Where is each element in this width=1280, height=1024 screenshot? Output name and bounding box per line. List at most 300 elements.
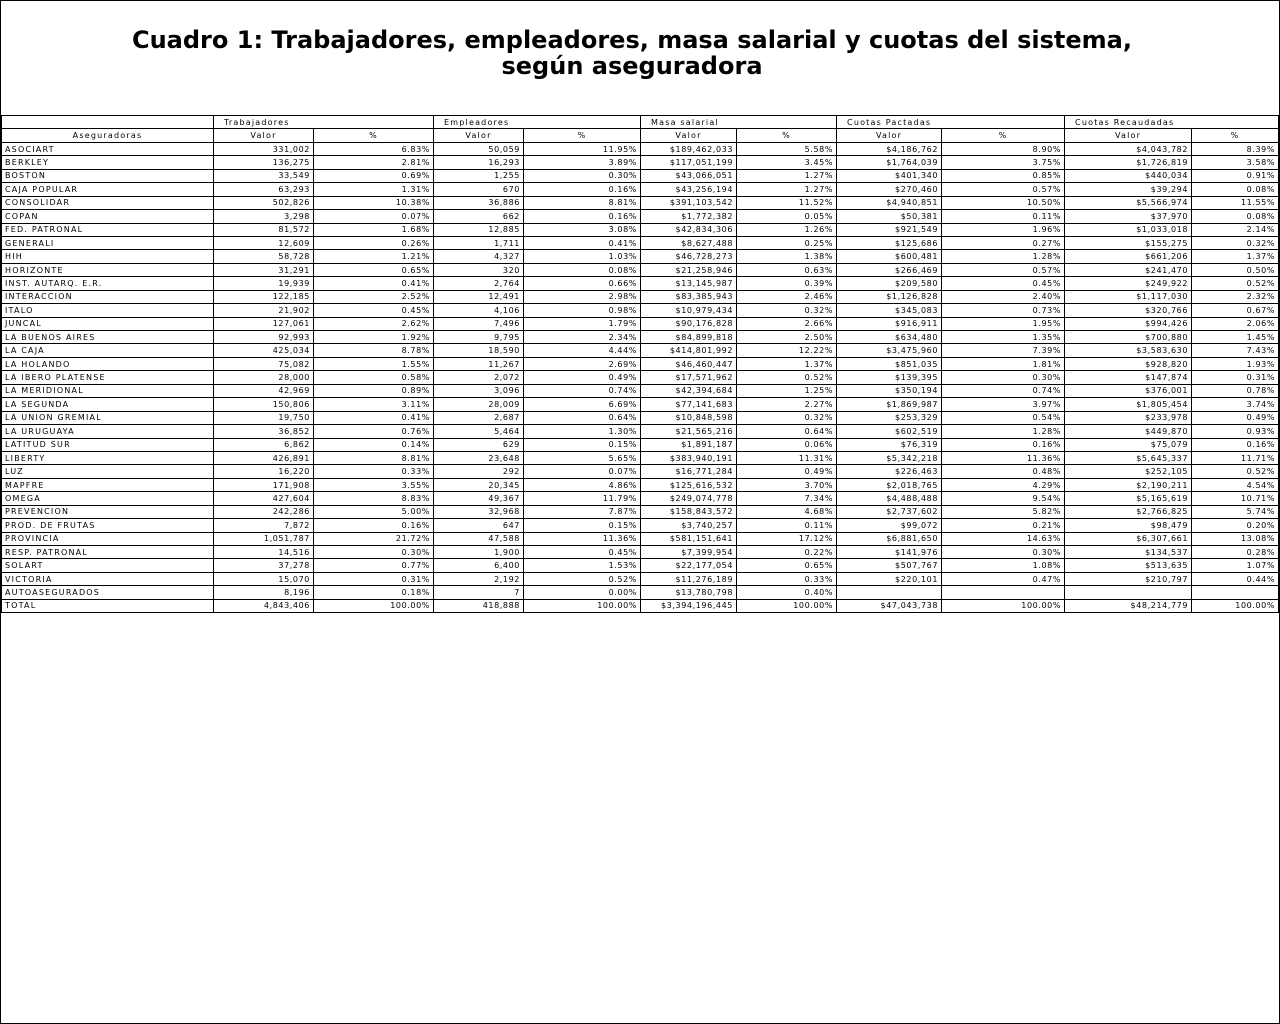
value-cell: $226,463 [837, 465, 942, 478]
value-cell: 32,968 [434, 505, 524, 518]
table-row [2, 411, 1279, 424]
insurer-name-cell: HIH [2, 250, 214, 263]
header-valor: Valor [434, 129, 524, 142]
table-row [2, 344, 1279, 357]
value-cell: 0.32% [737, 411, 837, 424]
value-cell: 0.74% [942, 384, 1065, 397]
value-cell: $134,537 [1065, 546, 1192, 559]
value-cell: 1.37% [737, 357, 837, 370]
header-valor: Valor [214, 129, 314, 142]
table-row [2, 451, 1279, 464]
value-cell: 0.18% [314, 586, 434, 599]
value-cell: 1.28% [942, 425, 1065, 438]
value-cell: $2,018,765 [837, 478, 942, 491]
value-cell: 31,291 [214, 263, 314, 276]
value-cell: 2.52% [314, 290, 434, 303]
insurer-name-cell: PREVENCION [2, 505, 214, 518]
insurer-name-cell: COPAN [2, 210, 214, 223]
value-cell: 4,843,406 [214, 599, 314, 612]
value-cell: $10,848,598 [641, 411, 737, 424]
insurer-name-cell: CONSOLIDAR [2, 196, 214, 209]
value-cell: 0.11% [737, 519, 837, 532]
value-cell: $8,627,488 [641, 236, 737, 249]
value-cell: 0.89% [314, 384, 434, 397]
value-cell: 0.66% [524, 277, 641, 290]
value-cell: $700,880 [1065, 331, 1192, 344]
insurer-name-cell: BOSTON [2, 169, 214, 182]
group-header-cuotas-pactadas: Cuotas Pactadas [837, 116, 1065, 129]
value-cell: 11.55% [1192, 196, 1279, 209]
value-cell: 1.35% [942, 331, 1065, 344]
value-cell: 1,711 [434, 236, 524, 249]
value-cell: $16,771,284 [641, 465, 737, 478]
insurers-table [1, 115, 1279, 613]
value-cell: 15,070 [214, 572, 314, 585]
value-cell: 1.38% [737, 250, 837, 263]
value-cell: $249,074,778 [641, 492, 737, 505]
value-cell: $42,394,684 [641, 384, 737, 397]
value-cell [942, 586, 1065, 599]
value-cell: 0.45% [524, 546, 641, 559]
value-cell: 1.96% [942, 223, 1065, 236]
value-cell: 0.32% [737, 304, 837, 317]
value-cell: $3,740,257 [641, 519, 737, 532]
header-valor: Valor [641, 129, 737, 142]
value-cell: $98,479 [1065, 519, 1192, 532]
table-row [2, 492, 1279, 505]
table-row [2, 317, 1279, 330]
value-cell: 2.46% [737, 290, 837, 303]
insurer-name-cell: PROVINCIA [2, 532, 214, 545]
value-cell: 242,286 [214, 505, 314, 518]
value-cell: 0.44% [1192, 572, 1279, 585]
value-cell: 81,572 [214, 223, 314, 236]
value-cell: 0.50% [1192, 263, 1279, 276]
value-cell: 2.62% [314, 317, 434, 330]
insurer-name-cell: LA SEGUNDA [2, 398, 214, 411]
title-line-1: Cuadro 1: Trabajadores, empleadores, masa salarial y cuotas del sistema, [131, 26, 1132, 54]
value-cell: $1,869,987 [837, 398, 942, 411]
value-cell: $90,176,828 [641, 317, 737, 330]
value-cell: 17.12% [737, 532, 837, 545]
value-cell: 1.08% [942, 559, 1065, 572]
value-cell: $252,105 [1065, 465, 1192, 478]
value-cell: 0.41% [314, 411, 434, 424]
header-valor: Valor [837, 129, 942, 142]
value-cell: $50,381 [837, 210, 942, 223]
header-pct: % [737, 129, 837, 142]
value-cell: $440,034 [1065, 169, 1192, 182]
value-cell: $1,772,382 [641, 210, 737, 223]
insurer-name-cell: BERKLEY [2, 156, 214, 169]
value-cell: 1.79% [524, 317, 641, 330]
insurer-name-cell: LA IBERO PLATENSE [2, 371, 214, 384]
value-cell: 3.89% [524, 156, 641, 169]
value-cell: 5.58% [737, 142, 837, 155]
value-cell: $125,616,532 [641, 478, 737, 491]
value-cell: 3,096 [434, 384, 524, 397]
value-cell: 0.48% [942, 465, 1065, 478]
value-cell: 5.74% [1192, 505, 1279, 518]
value-cell: 0.64% [737, 425, 837, 438]
value-cell: 50,059 [434, 142, 524, 155]
insurer-name-cell: LA MERIDIONAL [2, 384, 214, 397]
value-cell: 100.00% [1192, 599, 1279, 612]
value-cell: 0.33% [314, 465, 434, 478]
value-cell: 0.30% [942, 371, 1065, 384]
table-row [2, 532, 1279, 545]
value-cell: $209,580 [837, 277, 942, 290]
value-cell: 100.00% [737, 599, 837, 612]
value-cell: 9.54% [942, 492, 1065, 505]
value-cell: 320 [434, 263, 524, 276]
value-cell: 18,590 [434, 344, 524, 357]
value-cell: $5,566,974 [1065, 196, 1192, 209]
value-cell: 5.82% [942, 505, 1065, 518]
insurer-name-cell: HORIZONTE [2, 263, 214, 276]
value-cell: 1.28% [942, 250, 1065, 263]
insurer-name-cell: SOLART [2, 559, 214, 572]
table-row [2, 196, 1279, 209]
value-cell: 13.08% [1192, 532, 1279, 545]
value-cell: 0.65% [737, 559, 837, 572]
value-cell: 2.40% [942, 290, 1065, 303]
value-cell: 4,106 [434, 304, 524, 317]
value-cell: 10.38% [314, 196, 434, 209]
value-cell: $581,151,641 [641, 532, 737, 545]
value-cell: $513,635 [1065, 559, 1192, 572]
value-cell: $233,978 [1065, 411, 1192, 424]
value-cell: 2.14% [1192, 223, 1279, 236]
value-cell: 4.68% [737, 505, 837, 518]
value-cell: $270,460 [837, 183, 942, 196]
table-row [2, 519, 1279, 532]
value-cell: $634,480 [837, 331, 942, 344]
value-cell: 0.77% [314, 559, 434, 572]
value-cell: 21,902 [214, 304, 314, 317]
value-cell: $4,940,851 [837, 196, 942, 209]
value-cell: $449,870 [1065, 425, 1192, 438]
value-cell: 150,806 [214, 398, 314, 411]
value-cell: $39,294 [1065, 183, 1192, 196]
value-cell: $11,276,189 [641, 572, 737, 585]
value-cell: 0.16% [524, 183, 641, 196]
value-cell: $43,066,051 [641, 169, 737, 182]
insurer-name-cell: JUNCAL [2, 317, 214, 330]
value-cell: 8.81% [314, 451, 434, 464]
value-cell: $376,001 [1065, 384, 1192, 397]
value-cell: 2,072 [434, 371, 524, 384]
value-cell: 11.36% [942, 451, 1065, 464]
value-cell: 0.05% [737, 210, 837, 223]
table-row [2, 223, 1279, 236]
value-cell: 0.52% [524, 572, 641, 585]
value-cell: $4,186,762 [837, 142, 942, 155]
value-cell: 1.07% [1192, 559, 1279, 572]
insurer-name-cell: LA BUENOS AIRES [2, 331, 214, 344]
value-cell: 0.33% [737, 572, 837, 585]
value-cell: 2,764 [434, 277, 524, 290]
value-cell: 418,888 [434, 599, 524, 612]
value-cell: 0.30% [942, 546, 1065, 559]
value-cell: $401,340 [837, 169, 942, 182]
value-cell: $928,820 [1065, 357, 1192, 370]
value-cell: 1.95% [942, 317, 1065, 330]
value-cell: 292 [434, 465, 524, 478]
insurer-name-cell: LA UNION GREMIAL [2, 411, 214, 424]
value-cell: $13,145,987 [641, 277, 737, 290]
value-cell: 127,061 [214, 317, 314, 330]
value-cell: 0.93% [1192, 425, 1279, 438]
value-cell: 20,345 [434, 478, 524, 491]
header-pct: % [314, 129, 434, 142]
value-cell: 1.55% [314, 357, 434, 370]
table-row [2, 465, 1279, 478]
value-cell: $921,549 [837, 223, 942, 236]
table-row [2, 156, 1279, 169]
table-row [2, 478, 1279, 491]
value-cell: 0.63% [737, 263, 837, 276]
value-cell: 1.92% [314, 331, 434, 344]
value-cell: 0.16% [1192, 438, 1279, 451]
value-cell: 0.40% [737, 586, 837, 599]
insurer-name-cell: AUTOASEGURADOS [2, 586, 214, 599]
value-cell: 0.08% [1192, 183, 1279, 196]
table-row [2, 304, 1279, 317]
value-cell: 14.63% [942, 532, 1065, 545]
value-cell: 0.21% [942, 519, 1065, 532]
value-cell: 1.27% [737, 169, 837, 182]
value-cell: 6.69% [524, 398, 641, 411]
table-body [2, 142, 1279, 612]
value-cell: $42,834,306 [641, 223, 737, 236]
value-cell: 331,002 [214, 142, 314, 155]
value-cell: 0.31% [314, 572, 434, 585]
value-cell: 3.58% [1192, 156, 1279, 169]
value-cell: 0.06% [737, 438, 837, 451]
value-cell: $46,460,447 [641, 357, 737, 370]
sub-header-row [2, 129, 1279, 142]
value-cell: $220,101 [837, 572, 942, 585]
value-cell: $83,385,943 [641, 290, 737, 303]
value-cell: 21.72% [314, 532, 434, 545]
value-cell: $994,426 [1065, 317, 1192, 330]
value-cell: 662 [434, 210, 524, 223]
value-cell: 0.67% [1192, 304, 1279, 317]
value-cell: 11,267 [434, 357, 524, 370]
insurer-name-cell: FED. PATRONAL [2, 223, 214, 236]
table-row [2, 384, 1279, 397]
value-cell: 42,969 [214, 384, 314, 397]
value-cell: $661,206 [1065, 250, 1192, 263]
value-cell: 36,852 [214, 425, 314, 438]
value-cell: $48,214,779 [1065, 599, 1192, 612]
value-cell: 75,082 [214, 357, 314, 370]
group-header-trabajadores: Trabajadores [214, 116, 434, 129]
value-cell: 0.52% [1192, 465, 1279, 478]
value-cell: 1.31% [314, 183, 434, 196]
value-cell: 1.53% [524, 559, 641, 572]
insurer-name-cell: LA URUGUAYA [2, 425, 214, 438]
value-cell: 3.55% [314, 478, 434, 491]
value-cell: 7.34% [737, 492, 837, 505]
value-cell: $414,801,992 [641, 344, 737, 357]
value-cell: 9,795 [434, 331, 524, 344]
value-cell: 0.16% [942, 438, 1065, 451]
value-cell: 16,293 [434, 156, 524, 169]
value-cell: 0.30% [314, 546, 434, 559]
value-cell: $6,881,650 [837, 532, 942, 545]
insurer-name-cell: RESP. PATRONAL [2, 546, 214, 559]
value-cell: $17,571,962 [641, 371, 737, 384]
value-cell: $5,342,218 [837, 451, 942, 464]
value-cell: 10.50% [942, 196, 1065, 209]
value-cell: $210,797 [1065, 572, 1192, 585]
value-cell: 28,000 [214, 371, 314, 384]
value-cell: 1.45% [1192, 331, 1279, 344]
value-cell: $117,051,199 [641, 156, 737, 169]
value-cell: $2,737,602 [837, 505, 942, 518]
value-cell: $266,469 [837, 263, 942, 276]
value-cell: 1.25% [737, 384, 837, 397]
value-cell: $2,190,211 [1065, 478, 1192, 491]
value-cell: 0.11% [942, 210, 1065, 223]
value-cell: 0.69% [314, 169, 434, 182]
value-cell: 0.08% [524, 263, 641, 276]
table-row [2, 210, 1279, 223]
value-cell: 0.74% [524, 384, 641, 397]
value-cell: 0.49% [524, 371, 641, 384]
table-row [2, 438, 1279, 451]
table-row [2, 425, 1279, 438]
value-cell [1192, 586, 1279, 599]
value-cell: $602,519 [837, 425, 942, 438]
value-cell: 427,604 [214, 492, 314, 505]
value-cell: 3.97% [942, 398, 1065, 411]
value-cell: $507,767 [837, 559, 942, 572]
value-cell: 3.74% [1192, 398, 1279, 411]
value-cell: 100.00% [314, 599, 434, 612]
value-cell: $6,307,661 [1065, 532, 1192, 545]
value-cell: $5,165,619 [1065, 492, 1192, 505]
value-cell: $1,891,187 [641, 438, 737, 451]
value-cell: 3.45% [737, 156, 837, 169]
insurer-name-cell: LIBERTY [2, 451, 214, 464]
value-cell: 0.49% [737, 465, 837, 478]
value-cell: 5.65% [524, 451, 641, 464]
value-cell: 7 [434, 586, 524, 599]
value-cell: 0.98% [524, 304, 641, 317]
value-cell: 0.85% [942, 169, 1065, 182]
value-cell: 0.47% [942, 572, 1065, 585]
insurer-name-cell: TOTAL [2, 599, 214, 612]
value-cell: $3,475,960 [837, 344, 942, 357]
value-cell: $21,565,216 [641, 425, 737, 438]
value-cell: 8.78% [314, 344, 434, 357]
table-row [2, 371, 1279, 384]
header-pct: % [524, 129, 641, 142]
page-title [0, 27, 1264, 79]
value-cell: $125,686 [837, 236, 942, 249]
value-cell: 1,255 [434, 169, 524, 182]
value-cell: 7.43% [1192, 344, 1279, 357]
value-cell: 0.52% [737, 371, 837, 384]
value-cell: $84,899,818 [641, 331, 737, 344]
value-cell: 8.90% [942, 142, 1065, 155]
value-cell: $46,728,273 [641, 250, 737, 263]
value-cell: 629 [434, 438, 524, 451]
header-aseguradoras: Aseguradoras [2, 129, 214, 142]
value-cell: $3,394,196,445 [641, 599, 737, 612]
table-row [2, 331, 1279, 344]
table-row [2, 357, 1279, 370]
value-cell: 3.11% [314, 398, 434, 411]
value-cell: $345,083 [837, 304, 942, 317]
value-cell: 19,939 [214, 277, 314, 290]
table-row [2, 290, 1279, 303]
value-cell: 0.76% [314, 425, 434, 438]
table-row [2, 586, 1279, 599]
value-cell: 0.65% [314, 263, 434, 276]
value-cell: 11.36% [524, 532, 641, 545]
value-cell: 0.30% [524, 169, 641, 182]
value-cell: 12,491 [434, 290, 524, 303]
value-cell: 1.81% [942, 357, 1065, 370]
table-row [2, 505, 1279, 518]
value-cell: 0.00% [524, 586, 641, 599]
value-cell: 647 [434, 519, 524, 532]
value-cell: 2.34% [524, 331, 641, 344]
value-cell: 0.22% [737, 546, 837, 559]
value-cell: 16,220 [214, 465, 314, 478]
value-cell: $37,970 [1065, 210, 1192, 223]
value-cell: 4.29% [942, 478, 1065, 491]
value-cell [1065, 586, 1192, 599]
value-cell: 3.08% [524, 223, 641, 236]
value-cell: $5,645,337 [1065, 451, 1192, 464]
table-row [2, 183, 1279, 196]
value-cell: $155,275 [1065, 236, 1192, 249]
value-cell: 10.71% [1192, 492, 1279, 505]
value-cell: $22,177,054 [641, 559, 737, 572]
table-row [2, 250, 1279, 263]
value-cell: 11.95% [524, 142, 641, 155]
value-cell: 0.16% [524, 210, 641, 223]
value-cell: 1.03% [524, 250, 641, 263]
value-cell: 4,327 [434, 250, 524, 263]
value-cell: 2.32% [1192, 290, 1279, 303]
value-cell: 0.41% [524, 236, 641, 249]
value-cell: $158,843,572 [641, 505, 737, 518]
value-cell: 0.58% [314, 371, 434, 384]
value-cell: 8.81% [524, 196, 641, 209]
value-cell: $391,103,542 [641, 196, 737, 209]
value-cell: 171,908 [214, 478, 314, 491]
value-cell: $75,079 [1065, 438, 1192, 451]
value-cell: 63,293 [214, 183, 314, 196]
value-cell: $43,256,194 [641, 183, 737, 196]
value-cell: 425,034 [214, 344, 314, 357]
value-cell: 3.75% [942, 156, 1065, 169]
value-cell: $4,488,488 [837, 492, 942, 505]
value-cell: $383,940,191 [641, 451, 737, 464]
value-cell: 8,196 [214, 586, 314, 599]
table-row [2, 236, 1279, 249]
value-cell: 0.54% [942, 411, 1065, 424]
value-cell: 5,464 [434, 425, 524, 438]
value-cell: 0.27% [942, 236, 1065, 249]
value-cell: 37,278 [214, 559, 314, 572]
